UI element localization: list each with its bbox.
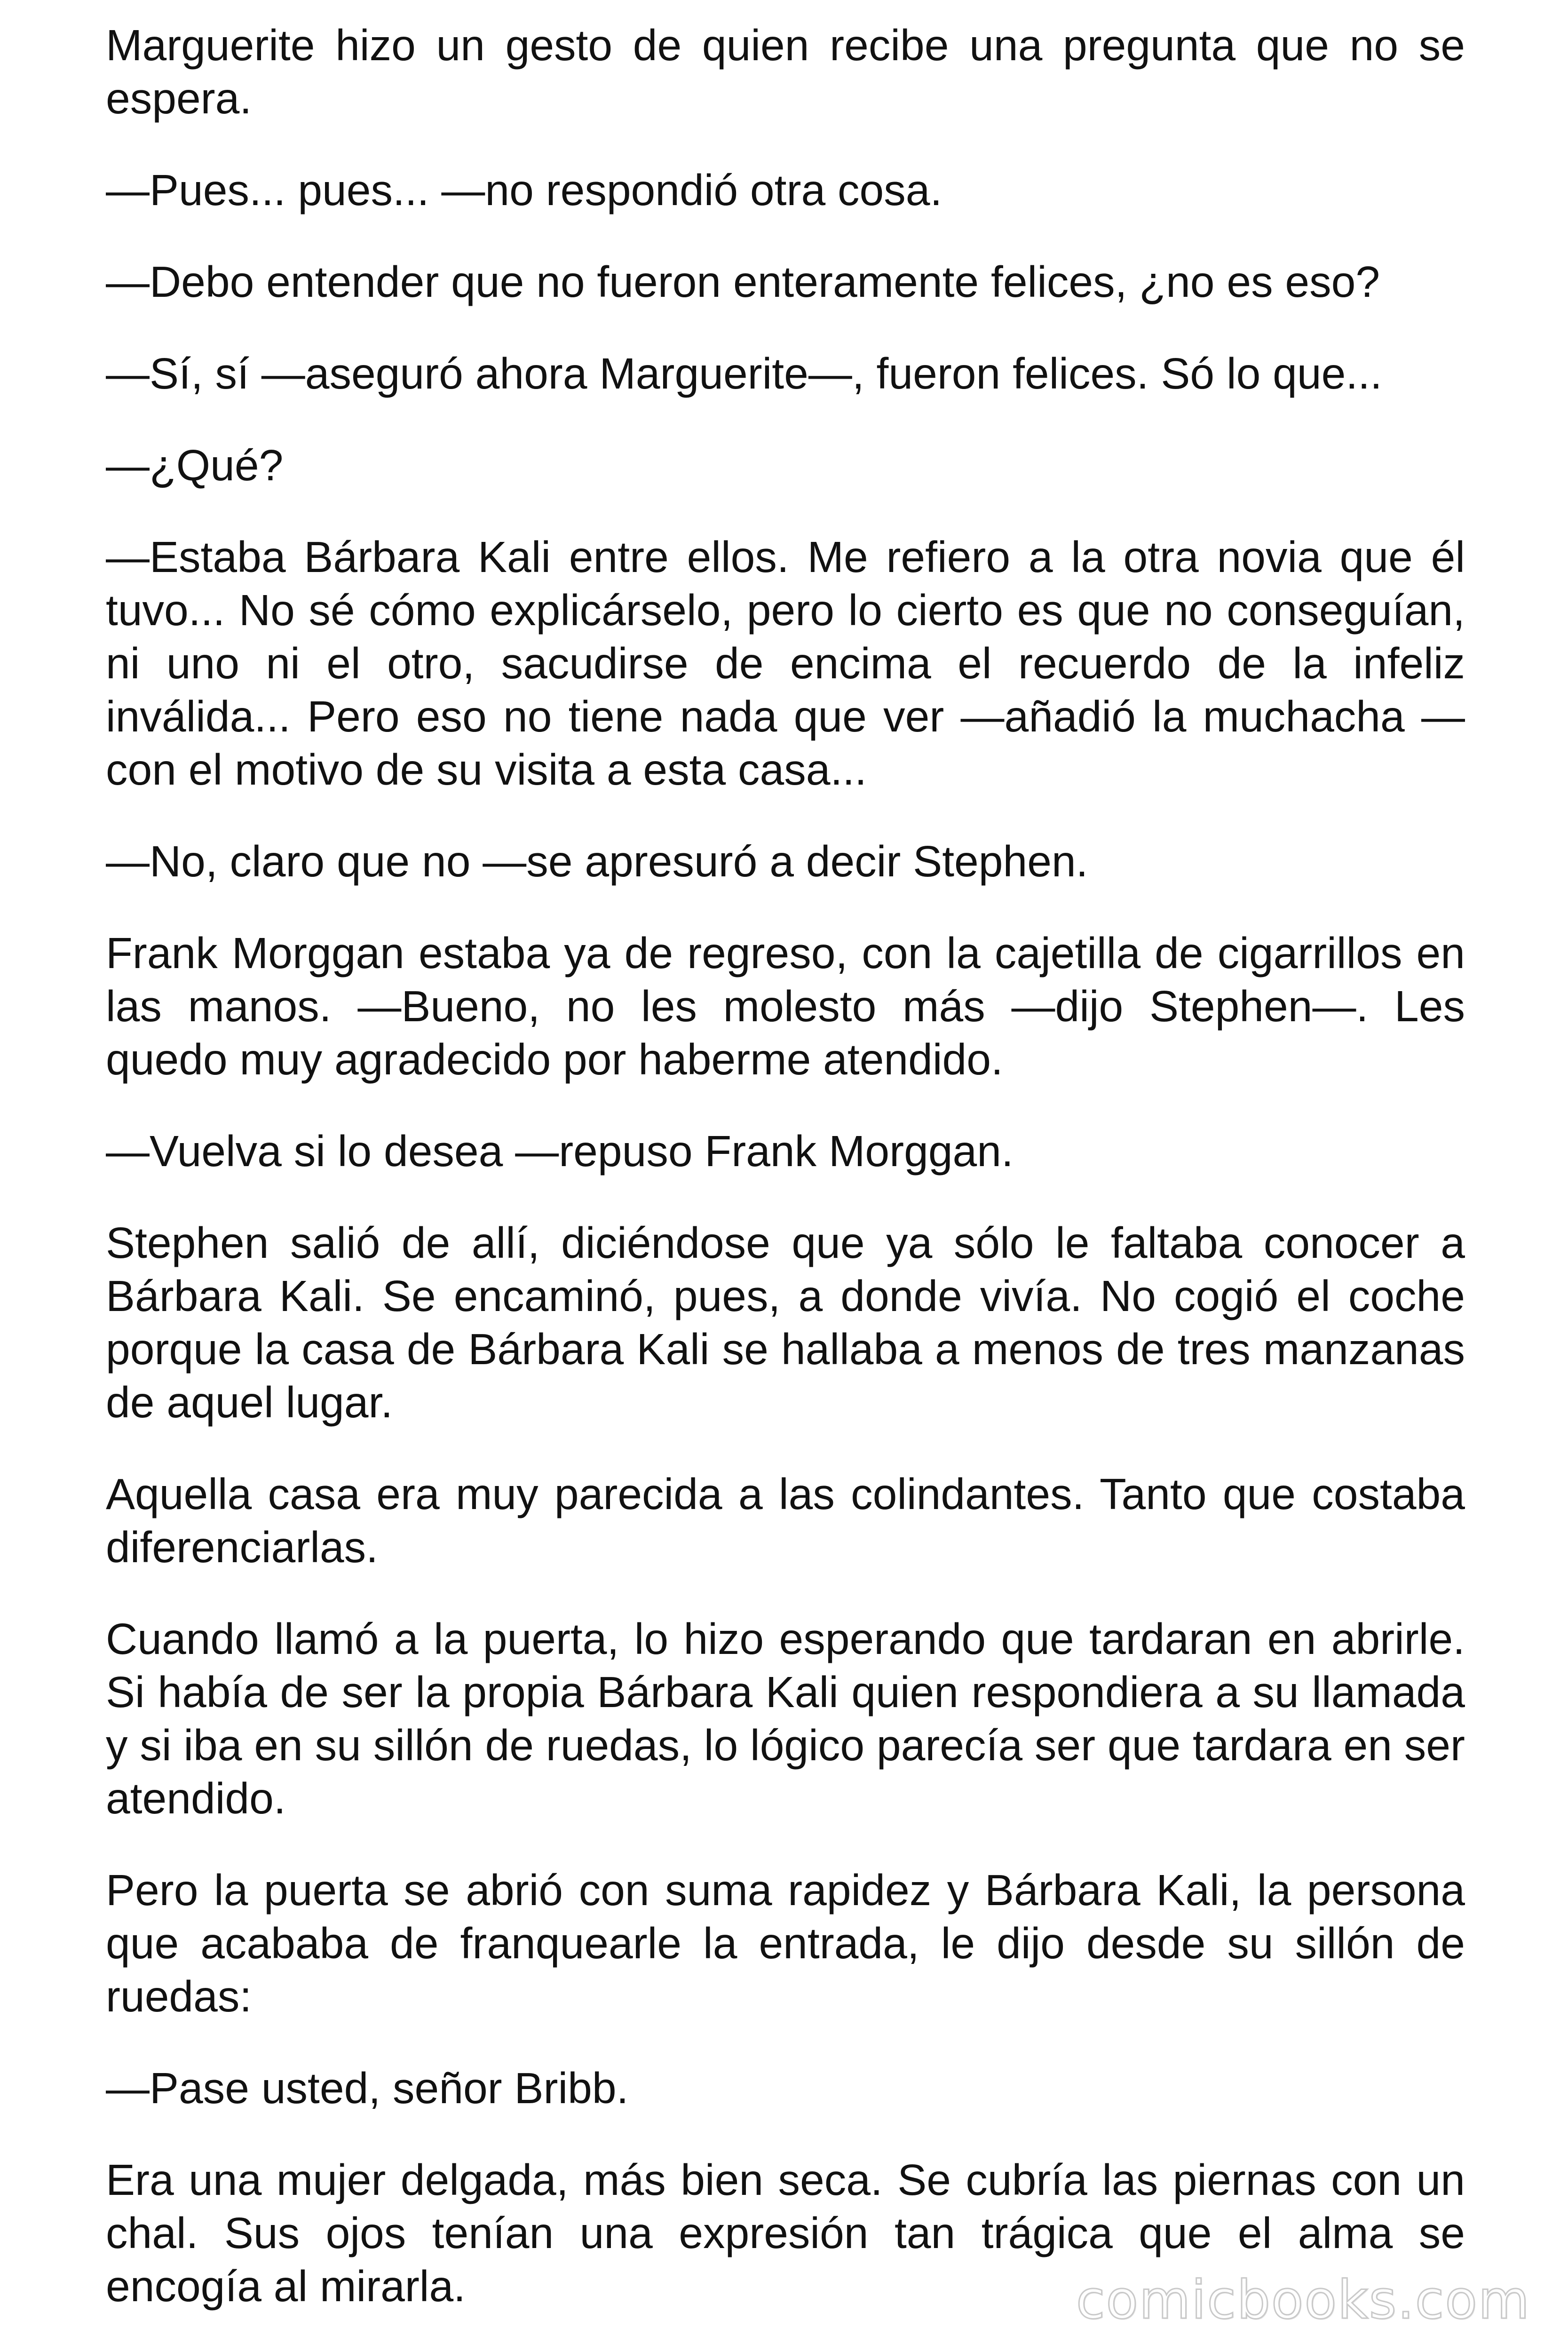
paragraph: —Debo entender que no fueron enteramente felices, ¿no es eso? bbox=[106, 257, 1380, 306]
watermark: comicbooks.com bbox=[1076, 2270, 1530, 2331]
paragraph: Era una mujer delgada, más bien seca. Se cubría las piernas con un chal. Sus ojos tenían una expresión tan trágica que el alma se encogía al mirarla. bbox=[106, 2155, 1465, 2311]
paragraph: Cuando llamó a la puerta, lo hizo esperando que tardaran en abrirle. Si había de ser la propia Bárbara Kali quien respondiera a su llamada y si iba en su sillón de ruedas, lo lógico parecía ser que tardara en ser atendido. bbox=[106, 1614, 1465, 1823]
paragraph: Aquella casa era muy parecida a las colindantes. Tanto que costaba diferenciarlas. bbox=[106, 1470, 1465, 1572]
document-page bbox=[106, 19, 1465, 2352]
paragraph: —Estaba Bárbara Kali entre ellos. Me refiero a la otra novia que él tuvo... No sé cómo explicárselo, pero lo cierto es que no conseguían, ni uno ni el otro, sacudirse de encima el recuerdo de la infeliz inválida... Pero eso no tiene nada que ver —añadió la muchacha — con el motivo de su visita a esta casa... bbox=[106, 532, 1465, 794]
paragraph: Frank Morggan estaba ya de regreso, con la cajetilla de cigarrillos en las manos. —Bueno, no les molesto más —dijo Stephen—. Les quedo muy agradecido por haberme atendido. bbox=[106, 929, 1465, 1084]
paragraph: Pero la puerta se abrió con suma rapidez y Bárbara Kali, la persona que acababa de franquearle la entrada, le dijo desde su sillón de ruedas: bbox=[106, 1866, 1465, 2021]
paragraph: —Pues... pues... —no respondió otra cosa. bbox=[106, 166, 942, 215]
paragraph: —Pase usted, señor Bribb. bbox=[106, 2064, 629, 2113]
paragraph: Stephen salió de allí, diciéndose que ya sólo le faltaba conocer a Bárbara Kali. Se encaminó, pues, a donde vivía. No cogió el coche porque la casa de Bárbara Kali se hallaba a menos de tres manzanas de aquel lugar. bbox=[106, 1218, 1465, 1427]
paragraph: Marguerite hizo un gesto de quien recibe una pregunta que no se espera. bbox=[106, 21, 1465, 123]
paragraph: —Sí, sí —aseguró ahora Marguerite—, fueron felices. Só lo que... bbox=[106, 349, 1382, 398]
paragraph: —¿Qué? bbox=[106, 441, 284, 490]
paragraph: —No, claro que no —se apresuró a decir Stephen. bbox=[106, 837, 1088, 886]
paragraph: —Vuelva si lo desea —repuso Frank Morggan. bbox=[106, 1127, 1014, 1176]
